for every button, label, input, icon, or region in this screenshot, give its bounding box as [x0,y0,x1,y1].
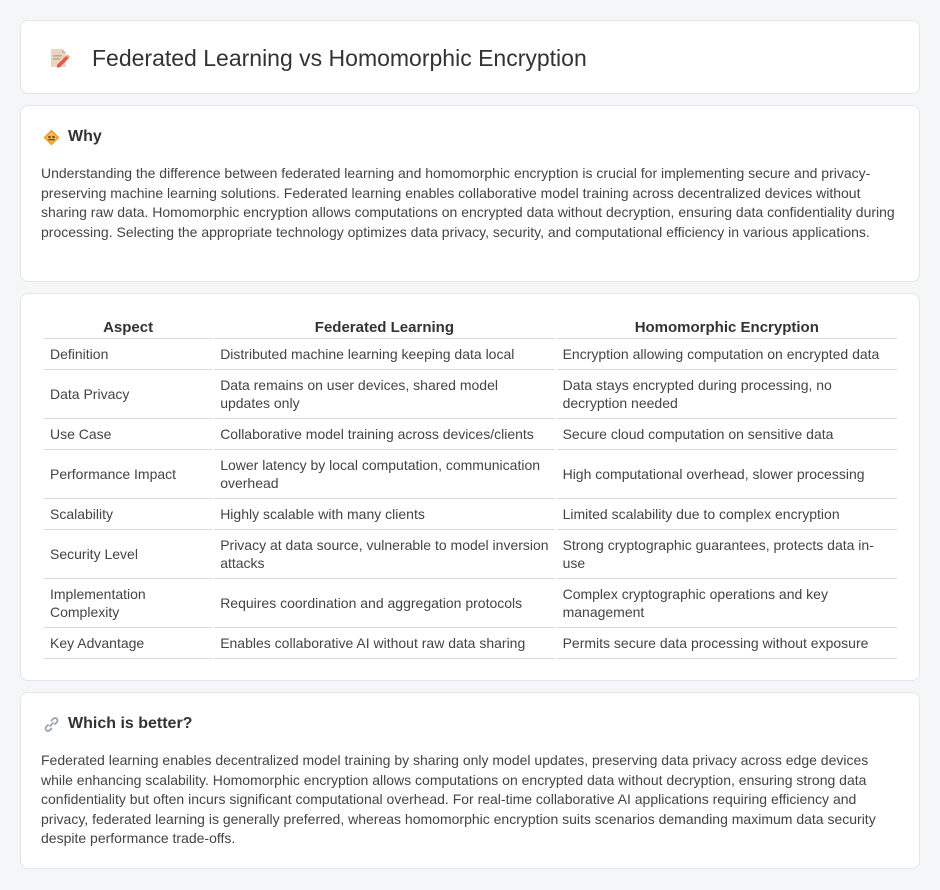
page-title: Federated Learning vs Homomorphic Encryption [92,45,587,71]
aspect-cell: Definition [44,339,212,370]
aspect-cell: Performance Impact [44,450,212,499]
federated-cell: Highly scalable with many clients [214,499,554,530]
better-text: Federated learning enables decentralized model training by sharing only model updates, preserving data privacy across edge devices while enhancing scalability. Homomorphic encryption allows computations on encrypted data without decryption, ensuring strong data confidentiality but often incurs significant computational overhead. For real-time collaborative AI applications requiring efficiency and privacy, federated learning is generally preferred, whereas homomorphic encryption suits scenarios demanding maximum data security despite performance trade-offs. [41,752,876,847]
aspect-cell: Data Privacy [44,370,212,419]
aspect-cell: Security Level [44,530,212,579]
homomorphic-cell: Complex cryptographic operations and key management [557,579,897,628]
homomorphic-cell: Secure cloud computation on sensitive data [557,419,897,450]
table-row [44,450,897,499]
homomorphic-cell: Strong cryptographic guarantees, protects data in-use [557,530,897,579]
table-row [44,530,897,579]
table-row [44,370,897,419]
table-row [44,628,897,659]
homomorphic-cell: Permits secure data processing without exposure [557,628,897,659]
header-aspect: Aspect [44,317,212,339]
table-header-row [44,317,897,339]
table-row [44,499,897,530]
table-row [44,419,897,450]
federated-cell: Collaborative model training across devices/clients [214,419,554,450]
aspect-cell: Scalability [44,499,212,530]
homomorphic-cell: High computational overhead, slower processing [557,450,897,499]
which-is-better-section [20,692,920,869]
homomorphic-cell: Data stays encrypted during processing, no decryption needed [557,370,897,419]
aspect-cell: Use Case [44,419,212,450]
table-row [44,339,897,370]
better-title: Which is better? [68,715,193,732]
federated-cell: Requires coordination and aggregation protocols [214,579,554,628]
road-sign-icon [43,129,60,146]
better-heading [43,715,192,733]
federated-cell: Privacy at data source, vulnerable to model inversion attacks [214,530,554,579]
homomorphic-cell: Limited scalability due to complex encryption [557,499,897,530]
title-card [20,20,920,94]
why-heading [43,128,102,146]
comparison-section [20,293,920,681]
table-row [44,579,897,628]
why-section [20,105,920,282]
aspect-cell: Implementation Complexity [44,579,212,628]
federated-cell: Enables collaborative AI without raw data sharing [214,628,554,659]
federated-cell: Distributed machine learning keeping data local [214,339,554,370]
document-edit-icon [48,47,70,69]
aspect-cell: Key Advantage [44,628,212,659]
why-title: Why [68,128,102,145]
header-federated-learning: Federated Learning [214,317,554,339]
why-text: Understanding the difference between federated learning and homomorphic encryption is crucial for implementing secure and privacy-preserving machine learning solutions. Federated learning enables collaborative model training across decentralized devices without sharing raw data. Homomorphic encryption allows computations on encrypted data without decryption, ensuring data confidentiality during processing. Selecting the appropriate technology optimizes data privacy, security, and computational efficiency in various applications. [41,165,895,240]
federated-cell: Data remains on user devices, shared model updates only [214,370,554,419]
link-icon [43,716,60,733]
homomorphic-cell: Encryption allowing computation on encrypted data [557,339,897,370]
header-homomorphic-encryption: Homomorphic Encryption [557,317,897,339]
federated-cell: Lower latency by local computation, communication overhead [214,450,554,499]
comparison-table [42,317,899,659]
